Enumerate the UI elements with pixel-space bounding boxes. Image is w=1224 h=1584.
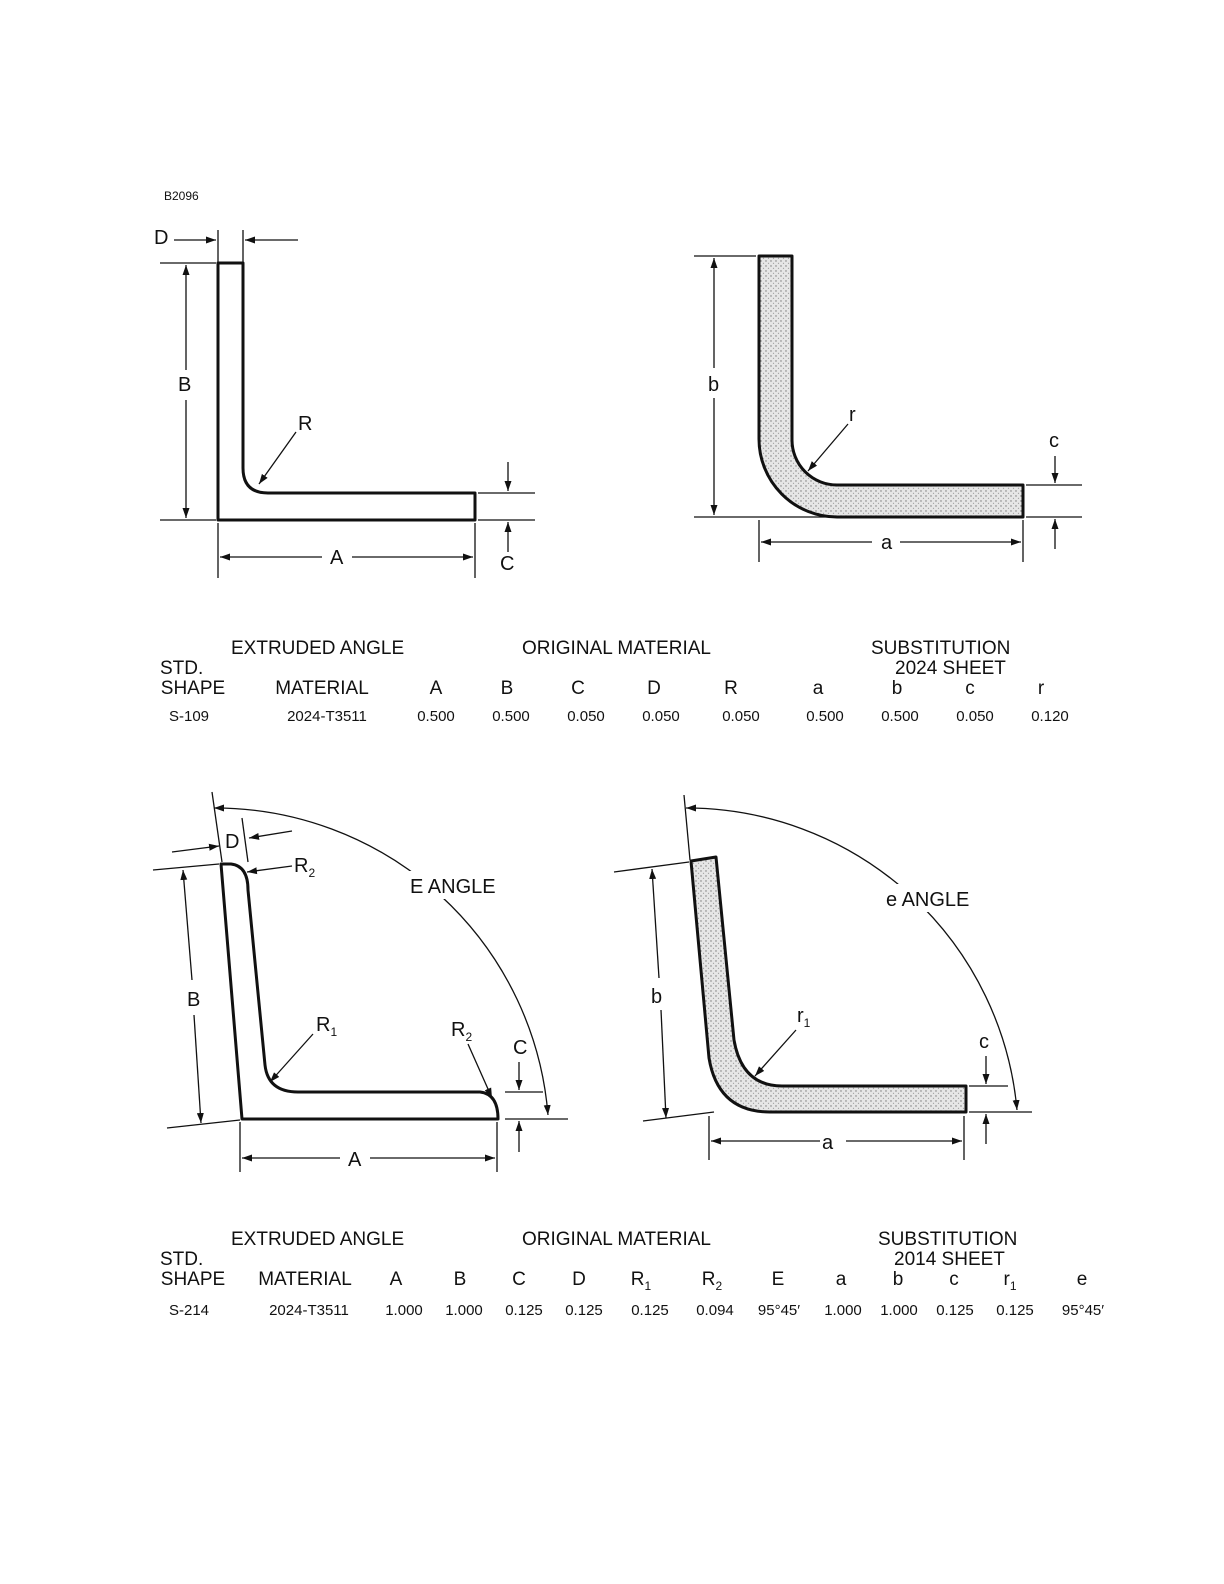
table-cell: 0.500 <box>881 708 919 725</box>
dim-label-R2-bottom: $R_2$ <box>451 1019 473 1044</box>
std-label: STD. <box>160 1249 204 1270</box>
dim-label-r1: $r_1$ <box>797 1005 811 1030</box>
table-cell: 0.050 <box>642 708 680 725</box>
dim-label-A: A <box>330 547 344 569</box>
col-header: D <box>572 1269 586 1290</box>
group-substitution: SUBSTITUTION <box>871 638 1011 659</box>
col-header: D <box>647 678 661 699</box>
table-cell: 0.500 <box>492 708 530 725</box>
col-header: MATERIAL <box>258 1269 352 1290</box>
col-header: E <box>771 1269 785 1290</box>
col-header: e <box>1076 1269 1088 1290</box>
table-cell: 1.000 <box>385 1302 423 1319</box>
dim-label-B: B <box>178 374 192 396</box>
dim-label-R2-top: $R_2$ <box>294 855 316 880</box>
group-sheet: 2024 SHEET <box>895 658 1006 679</box>
dim-label-r: r <box>849 404 856 426</box>
table-cell: 0.050 <box>956 708 994 725</box>
table-cell: 2024-T3511 <box>287 708 367 725</box>
angle-label-E: E ANGLE <box>410 876 496 898</box>
table-cell: 0.500 <box>417 708 455 725</box>
col-header: B <box>453 1269 467 1290</box>
col-header: b <box>892 1269 904 1290</box>
group-extruded-angle: EXTRUDED ANGLE <box>231 638 405 659</box>
figure-extruded-angle-top <box>154 227 535 578</box>
col-header: a <box>812 678 824 699</box>
dim-label-a: a <box>822 1132 834 1154</box>
std-label: STD. <box>160 658 204 679</box>
col-header: R <box>724 678 738 699</box>
dim-label-b: b <box>708 374 720 396</box>
group-substitution: SUBSTITUTION <box>878 1229 1018 1250</box>
table-cell: 0.050 <box>567 708 605 725</box>
table-cell: 0.125 <box>565 1302 603 1319</box>
dim-label-A: A <box>348 1149 362 1171</box>
table-cell: 0.094 <box>696 1302 734 1319</box>
table-cell: 2024-T3511 <box>269 1302 349 1319</box>
extruded-angle-shape <box>221 864 498 1119</box>
dim-label-b: b <box>651 986 663 1008</box>
col-header: b <box>891 678 903 699</box>
table-cell: 0.050 <box>722 708 760 725</box>
dim-label-D: D <box>225 831 240 853</box>
table-cell: 0.125 <box>936 1302 974 1319</box>
table-cell: S-214 <box>168 1302 210 1319</box>
table-cell: 0.125 <box>996 1302 1034 1319</box>
figure-sheet-substitute-top <box>694 256 1082 562</box>
dim-label-C: C <box>500 553 515 575</box>
col-header-R2: $R_2$ <box>701 1269 723 1293</box>
col-header: a <box>835 1269 847 1290</box>
dim-label-R: R <box>298 413 313 435</box>
dim-label-D: D <box>154 227 169 249</box>
table-cell: 0.120 <box>1031 708 1069 725</box>
col-header-r1: $r_1$ <box>1003 1269 1017 1293</box>
col-header: C <box>512 1269 526 1290</box>
figure-extruded-angle-bottom <box>153 792 568 1172</box>
col-header: SHAPE <box>160 678 226 699</box>
group-original-material: ORIGINAL MATERIAL <box>522 1229 711 1250</box>
dim-label-C: C <box>513 1037 528 1059</box>
col-header: r <box>1037 678 1045 699</box>
col-header: C <box>571 678 585 699</box>
col-header: c <box>949 1269 959 1290</box>
figure-sheet-substitute-bottom <box>614 795 1032 1160</box>
dim-label-B: B <box>187 989 201 1011</box>
table-cell: 1.000 <box>445 1302 483 1319</box>
sheet-angle-shape <box>759 256 1023 517</box>
table-cell: 1.000 <box>880 1302 918 1319</box>
table-cell: 95°45′ <box>757 1302 801 1319</box>
col-header: A <box>429 678 443 699</box>
dim-label-c: c <box>979 1031 989 1053</box>
dim-label-a: a <box>881 532 893 554</box>
col-header: B <box>500 678 514 699</box>
col-header: MATERIAL <box>275 678 369 699</box>
table-cell: 0.125 <box>505 1302 543 1319</box>
col-header: c <box>965 678 975 699</box>
table-cell: 0.500 <box>806 708 844 725</box>
col-header-R1: $R_1$ <box>630 1269 652 1293</box>
extruded-angle-shape <box>218 263 475 520</box>
dim-label-R1: $R_1$ <box>316 1014 338 1039</box>
col-header: A <box>389 1269 403 1290</box>
table-cell: 0.125 <box>631 1302 669 1319</box>
table-cell: 1.000 <box>824 1302 862 1319</box>
group-sheet: 2014 SHEET <box>894 1249 1005 1270</box>
angle-label-e: e ANGLE <box>886 889 970 911</box>
col-header: SHAPE <box>160 1269 226 1290</box>
table-cell: 95°45′ <box>1061 1302 1105 1319</box>
figure-code: B2096 <box>164 189 199 203</box>
table-cell: S-109 <box>168 708 210 725</box>
dim-label-c: c <box>1049 430 1059 452</box>
group-extruded-angle: EXTRUDED ANGLE <box>231 1229 405 1250</box>
table-s214 <box>160 1229 1104 1319</box>
group-original-material: ORIGINAL MATERIAL <box>522 638 711 659</box>
table-s109 <box>160 638 1069 725</box>
